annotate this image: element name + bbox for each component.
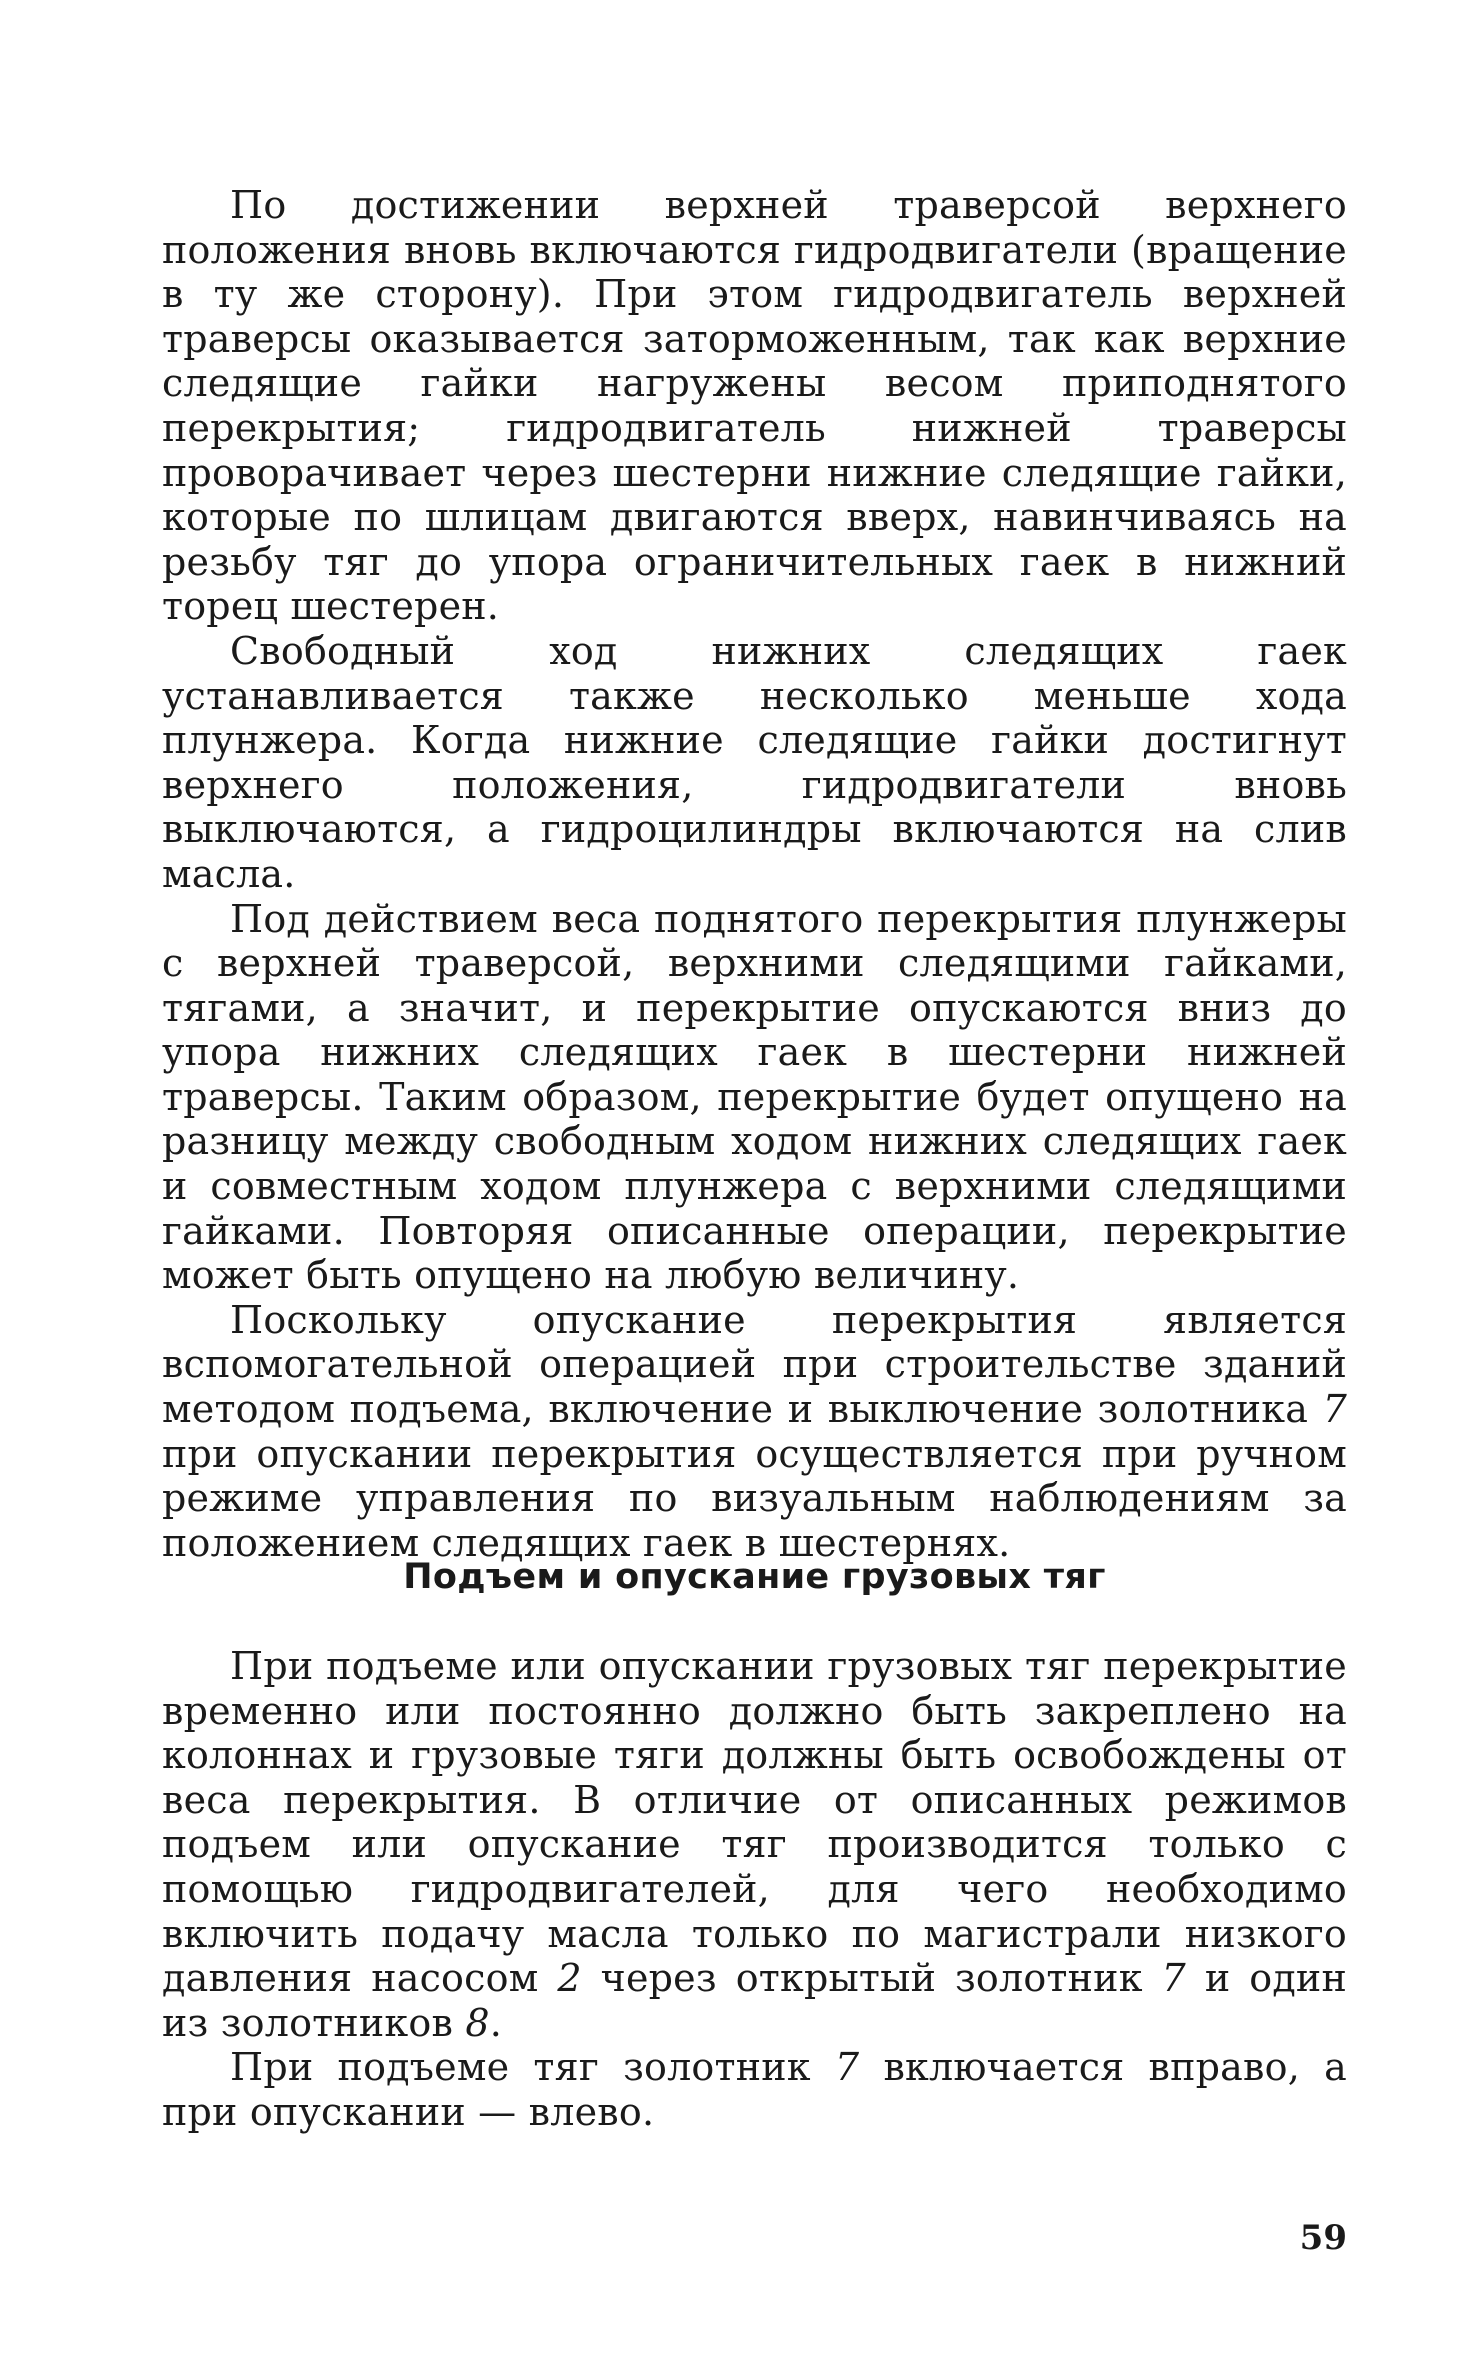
- section-heading: Подъем и опускание грузовых тяг: [403, 1557, 1106, 1597]
- paragraph-5: При подъеме или опускании грузовых тяг перекрытие временно или постоянно должно быть закреплено на колоннах и грузовые тяги должны быть освобождены от веса перекрытия. В отличие от описанных режимов подъем или опускание тяг производится только с помощью гидродвигателей, для чего необходимо включить подачу масла только по магистрали низкого давления насосом 2 через открытый золотник 7 и один из золотников 8.: [162, 1644, 1347, 2045]
- paragraph-1: По достижении верхней траверсой верхнего положения вновь включаются гидродвигатели (вращение в ту же сторону). При этом гидродвигатель верхней траверсы оказывается заторможенным, так как верхние следящие гайки нагружены весом приподнятого перекрытия; гидродвигатель нижней траверсы проворачивает через шестерни нижние следящие гайки, которые по шлицам двигаются вверх, навинчиваясь на резьбу тяг до упора ограничительных гаек в нижний торец шестерен.: [162, 183, 1347, 629]
- paragraph-6: При подъеме тяг золотник 7 включается вправо, а при опускании — влево.: [162, 2045, 1347, 2134]
- page-number: 59: [1299, 2218, 1347, 2258]
- paragraph-2: Свободный ход нижних следящих гаек устанавливается также несколько меньше хода плунжера. Когда нижние следящие гайки достигнут верхнего положения, гидродвигатели вновь выключаются, а гидроцилиндры включаются на слив масла.: [162, 628, 1347, 896]
- body-text-section-1: [162, 183, 1347, 1565]
- paragraph-4: Поскольку опускание перекрытия является вспомогательной операцией при строительстве зданий методом подъема, включение и выключение золотника 7 при опускании перекрытия осуществляется при ручном режиме управления по визуальным наблюдениям за положением следящих гаек в шестернях.: [162, 1297, 1347, 1565]
- paragraph-3: Под действием веса поднятого перекрытия плунжеры с верхней траверсой, верхними следящими гайками, тягами, а значит, и перекрытие опускаются вниз до упора нижних следящих гаек в шестерни нижней траверсы. Таким образом, перекрытие будет опущено на разницу между свободным ходом нижних следящих гаек и совместным ходом плунжера с верхними следящими гайками. Повторяя описанные операции, перекрытие может быть опущено на любую величину.: [162, 896, 1347, 1298]
- body-text-section-2: [162, 1644, 1347, 2135]
